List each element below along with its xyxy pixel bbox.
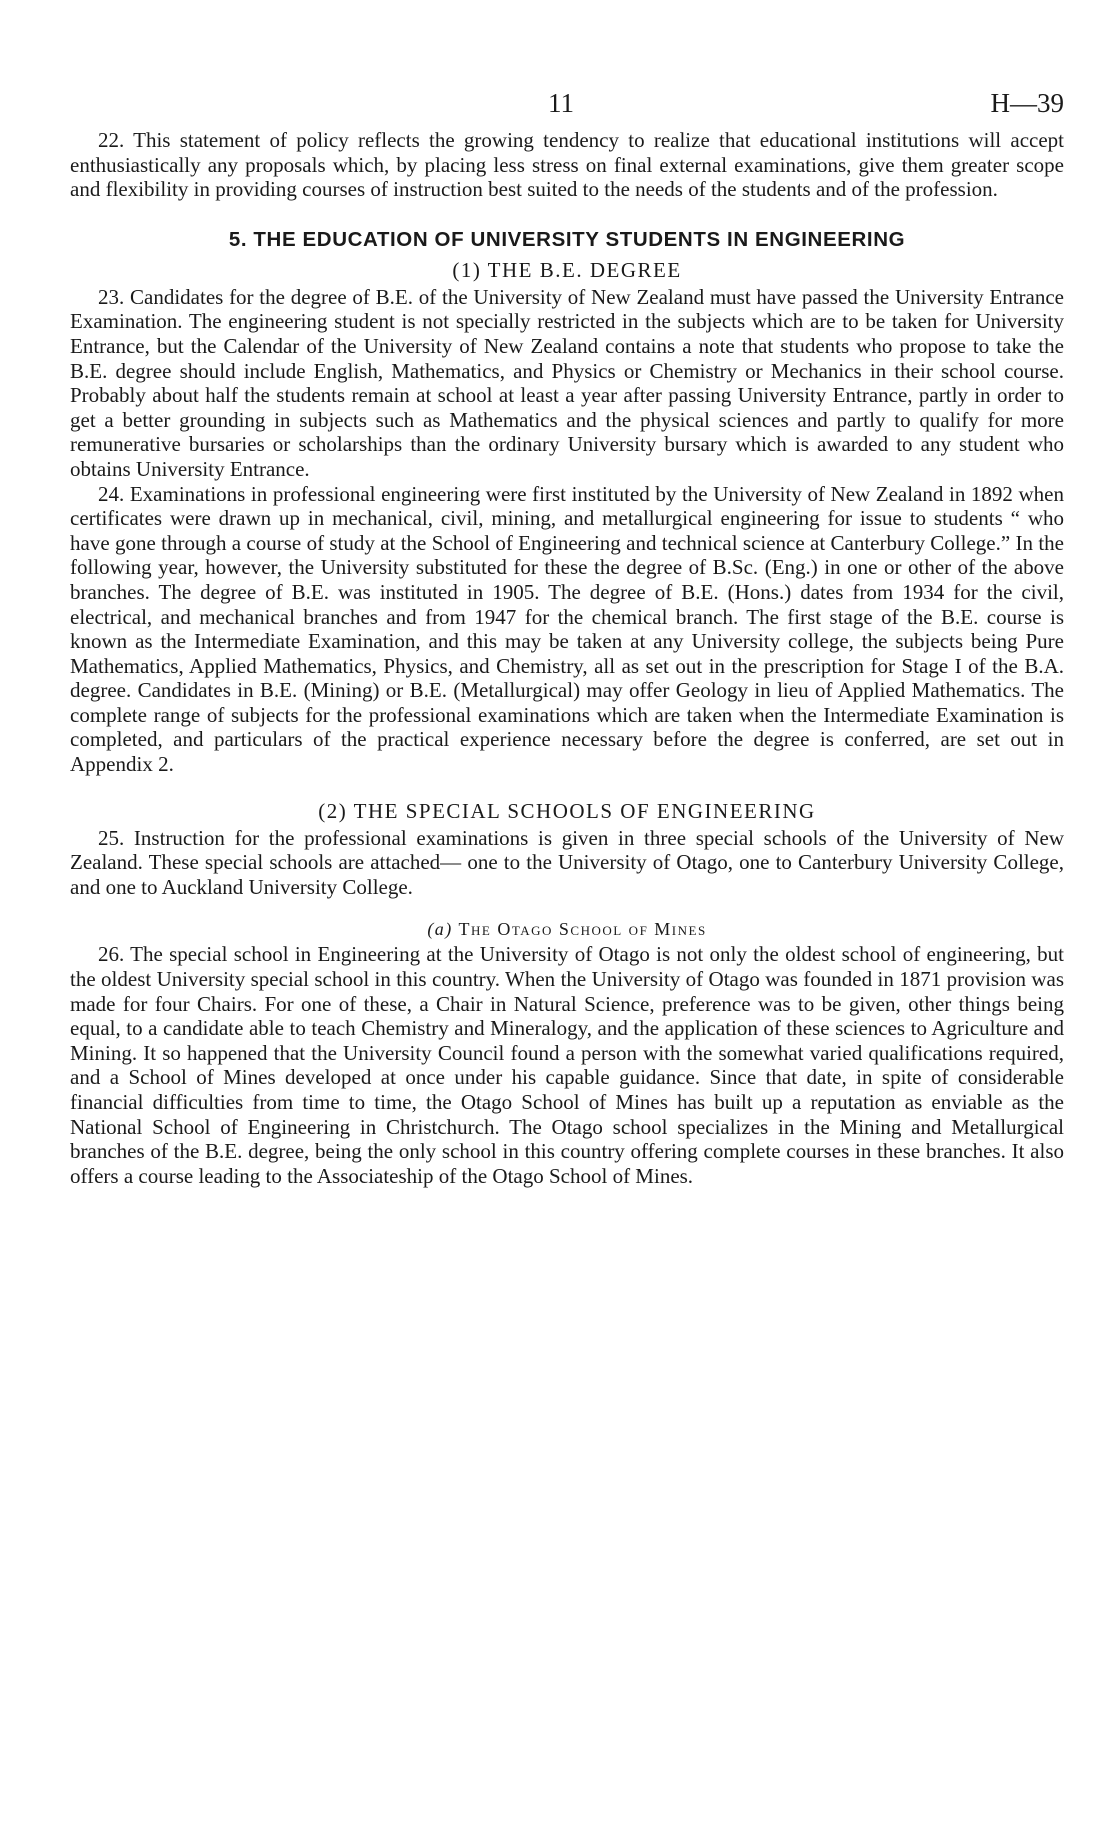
page-number: 11 bbox=[548, 88, 574, 118]
paragraph-26: 26. The special school in Engineering at the University of Otago is not only the oldest school of engineering, but the oldest University special school in this country. When the University of Otago was founded in 1871 provision was made for four Chairs. For one of these, a Chair in Natural Science, preference was to be given, other things being equal, to a candidate able to teach Chemistry and Mineralogy, and the application of these sciences to Agriculture and Mining. It so happened that the University Council found a person with the somewhat varied qualifications required, and a School of Mines developed at once under his capable guidance. Since that date, in spite of considerable financial difficulties from time to time, the Otago School of Mines has built up a reputation as enviable as the National School of Engineering in Christchurch. The Otago school specializes in the Mining and Metallurgical branches of the B.E. degree, being the only school in this country offering complete courses in these branches. It also offers a course leading to the Associateship of the Otago School of Mines. bbox=[70, 942, 1064, 1188]
paragraph-23: 23. Candidates for the degree of B.E. of the University of New Zealand must have passed the University Entrance Examination. The engineering student is not specially restricted in the subjects which are to be taken for University Entrance, but the Calendar of the University of New Zealand contains a note that students who propose to take the B.E. degree should include English, Mathematics, and Physics or Chemistry or Mechanics in their school course. Probably about half the students remain at school at least a year after passing University Entrance, partly in order to get a better grounding in subjects such as Mathematics and the physical sciences and partly to qualify for more remunerative bursaries or scholarships than the ordinary University bursary which is awarded to any student who obtains University Entrance. bbox=[70, 284, 1064, 481]
subsubsection-heading-otago bbox=[70, 919, 1064, 940]
paragraph-22: 22. This statement of policy reflects the growing tendency to realize that educational institutions will accept enthusiastically any proposals which, by placing less stress on final external examinations, give them greater scope and flexibility in providing courses of instruction best suited to the needs of the students and of the profession. bbox=[70, 128, 1064, 202]
running-head bbox=[70, 88, 1064, 128]
document-page bbox=[70, 88, 1064, 1188]
subsection-heading-be-degree: (1) THE B.E. DEGREE bbox=[452, 257, 682, 282]
document-reference: H—39 bbox=[990, 88, 1064, 118]
paragraph-24: 24. Examinations in professional engineering were first instituted by the University of New Zealand in 1892 when certificates were drawn up in mechanical, civil, mining, and metallurgical engineering for issue to students “ who have gone through a course of study at the School of Engineering and technical science at Canterbury College.” In the following year, however, the University substituted for these the degree of B.Sc. (Eng.) in one or other of the above branches. The degree of B.E. was instituted in 1905. The degree of B.E. (Hons.) dates from 1934 for the civil, electrical, and mechanical branches and from 1947 for the chemical branch. The first stage of the B.E. course is known as the Intermediate Examination, and this may be taken at any University college, the subjects being Pure Mathematics, Applied Mathematics, Physics, and Chemistry, all as set out in the prescription for Stage I of the B.A. degree. Candidates in B.E. (Mining) or B.E. (Metallurgical) may offer Geology in lieu of Applied Mathematics. The complete range of subjects for the professional examinations which are taken when the Intermediate Examination is completed, and particulars of the practical experience necessary before the degree is conferred, are set out in Appendix 2. bbox=[70, 481, 1064, 777]
subsubsection-title: The Otago School of Mines bbox=[458, 919, 707, 940]
paragraph-25: 25. Instruction for the professional examinations is given in three special schools of the University of New Zealand. These special schools are attached— one to the University of Otago, one to Canterbury University College, and one to Auckland University College. bbox=[70, 825, 1064, 899]
subsection-heading-special-schools: (2) THE SPECIAL SCHOOLS OF ENGINEERING bbox=[318, 798, 816, 823]
section-heading: 5. THE EDUCATION OF UNIVERSITY STUDENTS IN ENGINEERING bbox=[228, 227, 906, 251]
subsubsection-letter: (a) bbox=[427, 919, 453, 940]
